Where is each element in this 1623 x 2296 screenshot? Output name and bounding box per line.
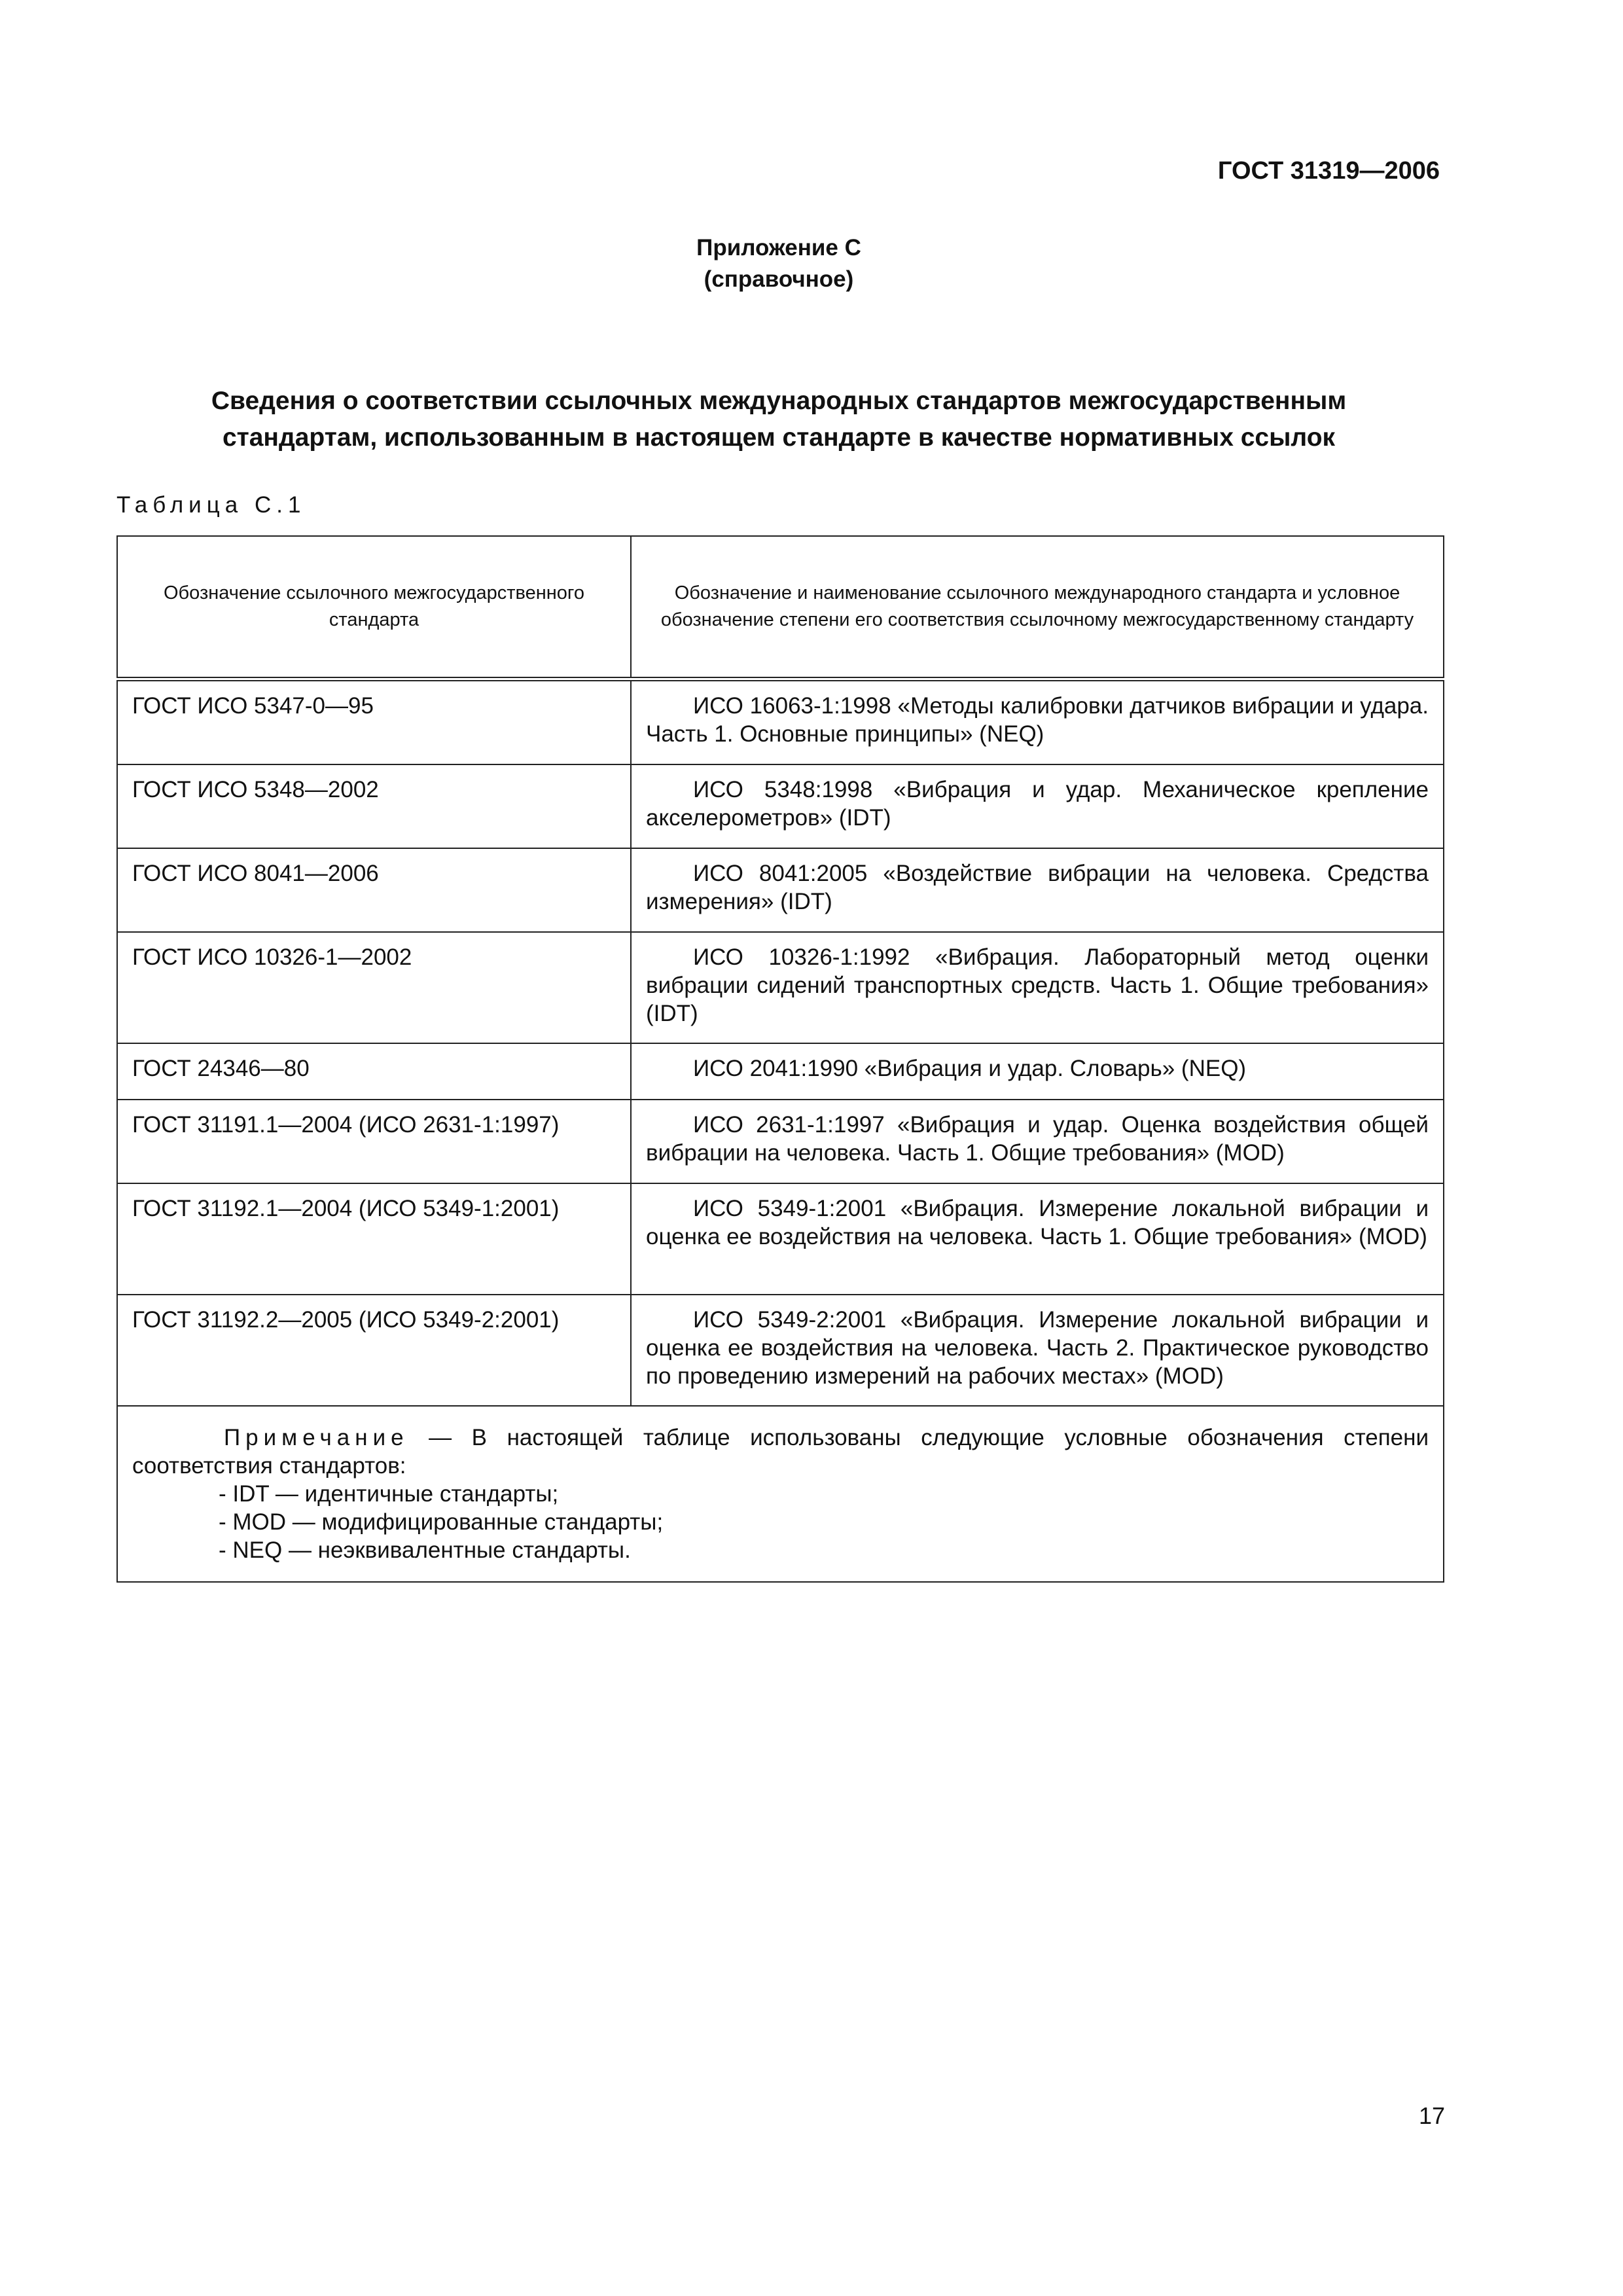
table-header-row bbox=[117, 536, 1444, 679]
gost-cell: ГОСТ ИСО 5348—2002 bbox=[117, 764, 631, 848]
iso-cell: ИСО 5349-1:2001 «Вибрация. Измерение локальной вибрации и оценка ее воздействия на человека. Часть 1. Общие требования» (MOD) bbox=[631, 1183, 1444, 1295]
table-note bbox=[117, 1406, 1444, 1582]
section-title-line-2: стандартам, использованным в настоящем стандарте в качестве нормативных ссылок bbox=[222, 423, 1336, 452]
iso-cell: ИСО 2631-1:1997 «Вибрация и удар. Оценка воздействия общей вибрации на человека. Часть 1. Общие требования» (MOD) bbox=[631, 1100, 1444, 1183]
section-title bbox=[116, 383, 1441, 456]
column-header-iso: Обозначение и наименование ссылочного международного стандарта и условное обозначение степени его соответствия ссылочному межгосударственному стандарту bbox=[631, 536, 1444, 679]
gost-cell: ГОСТ 31191.1—2004 (ИСО 2631-1:1997) bbox=[117, 1100, 631, 1183]
iso-cell: ИСО 5349-2:2001 «Вибрация. Измерение локальной вибрации и оценка ее воздействия на человека. Часть 2. Практическое руководство по проведению измерений на рабочих местах» (MOD) bbox=[631, 1295, 1444, 1406]
table-row bbox=[117, 679, 1444, 765]
note-item: - IDT — идентичные стандарты; bbox=[219, 1481, 559, 1507]
appendix-subtitle: (справочное) bbox=[704, 266, 854, 292]
standards-table bbox=[116, 535, 1444, 1583]
note-item: - MOD — модифицированные стандарты; bbox=[219, 1509, 664, 1535]
gost-cell: ГОСТ 31192.1—2004 (ИСО 5349-1:2001) bbox=[117, 1183, 631, 1295]
page-number: 17 bbox=[1418, 2102, 1445, 2129]
table-note-row bbox=[117, 1406, 1444, 1582]
gost-cell: ГОСТ ИСО 10326-1—2002 bbox=[117, 932, 631, 1043]
table-row bbox=[117, 848, 1444, 932]
iso-cell: ИСО 2041:1990 «Вибрация и удар. Словарь» (NEQ) bbox=[631, 1043, 1444, 1100]
note-label: Примечание bbox=[224, 1425, 409, 1450]
standards-table-container bbox=[116, 535, 1443, 1583]
note-paragraph bbox=[132, 1424, 1429, 1480]
table-row bbox=[117, 1183, 1444, 1295]
note-item: - NEQ — неэквивалентные стандарты. bbox=[219, 1537, 631, 1563]
table-label: Таблица С.1 bbox=[116, 492, 306, 518]
gost-cell: ГОСТ ИСО 5347-0—95 bbox=[117, 679, 631, 765]
column-header-gost: Обозначение ссылочного межгосударственного стандарта bbox=[117, 536, 631, 679]
table-row bbox=[117, 932, 1444, 1043]
table-row bbox=[117, 1043, 1444, 1100]
iso-cell: ИСО 16063-1:1998 «Методы калибровки датчиков вибрации и удара. Часть 1. Основные принципы» (NEQ) bbox=[631, 679, 1444, 765]
table-row bbox=[117, 764, 1444, 848]
table-row bbox=[117, 1295, 1444, 1406]
note-text: — В настоящей таблице использованы следующие условные обозначения степени соответствия стандартов: bbox=[132, 1425, 1429, 1479]
iso-cell: ИСО 5348:1998 «Вибрация и удар. Механическое крепление акселерометров» (IDT) bbox=[631, 764, 1444, 848]
iso-cell: ИСО 10326-1:1992 «Вибрация. Лабораторный метод оценки вибрации сидений транспортных средств. Часть 1. Общие требования» (IDT) bbox=[631, 932, 1444, 1043]
gost-cell: ГОСТ 31192.2—2005 (ИСО 5349-2:2001) bbox=[117, 1295, 631, 1406]
appendix-heading bbox=[0, 232, 1558, 295]
document-code: ГОСТ 31319—2006 bbox=[1217, 157, 1440, 185]
table-row bbox=[117, 1100, 1444, 1183]
appendix-title: Приложение С bbox=[696, 235, 861, 260]
iso-cell: ИСО 8041:2005 «Воздействие вибрации на человека. Средства измерения» (IDT) bbox=[631, 848, 1444, 932]
section-title-line-1: Сведения о соответствии ссылочных международных стандартов межгосударственным bbox=[211, 387, 1347, 415]
gost-cell: ГОСТ ИСО 8041—2006 bbox=[117, 848, 631, 932]
gost-cell: ГОСТ 24346—80 bbox=[117, 1043, 631, 1100]
